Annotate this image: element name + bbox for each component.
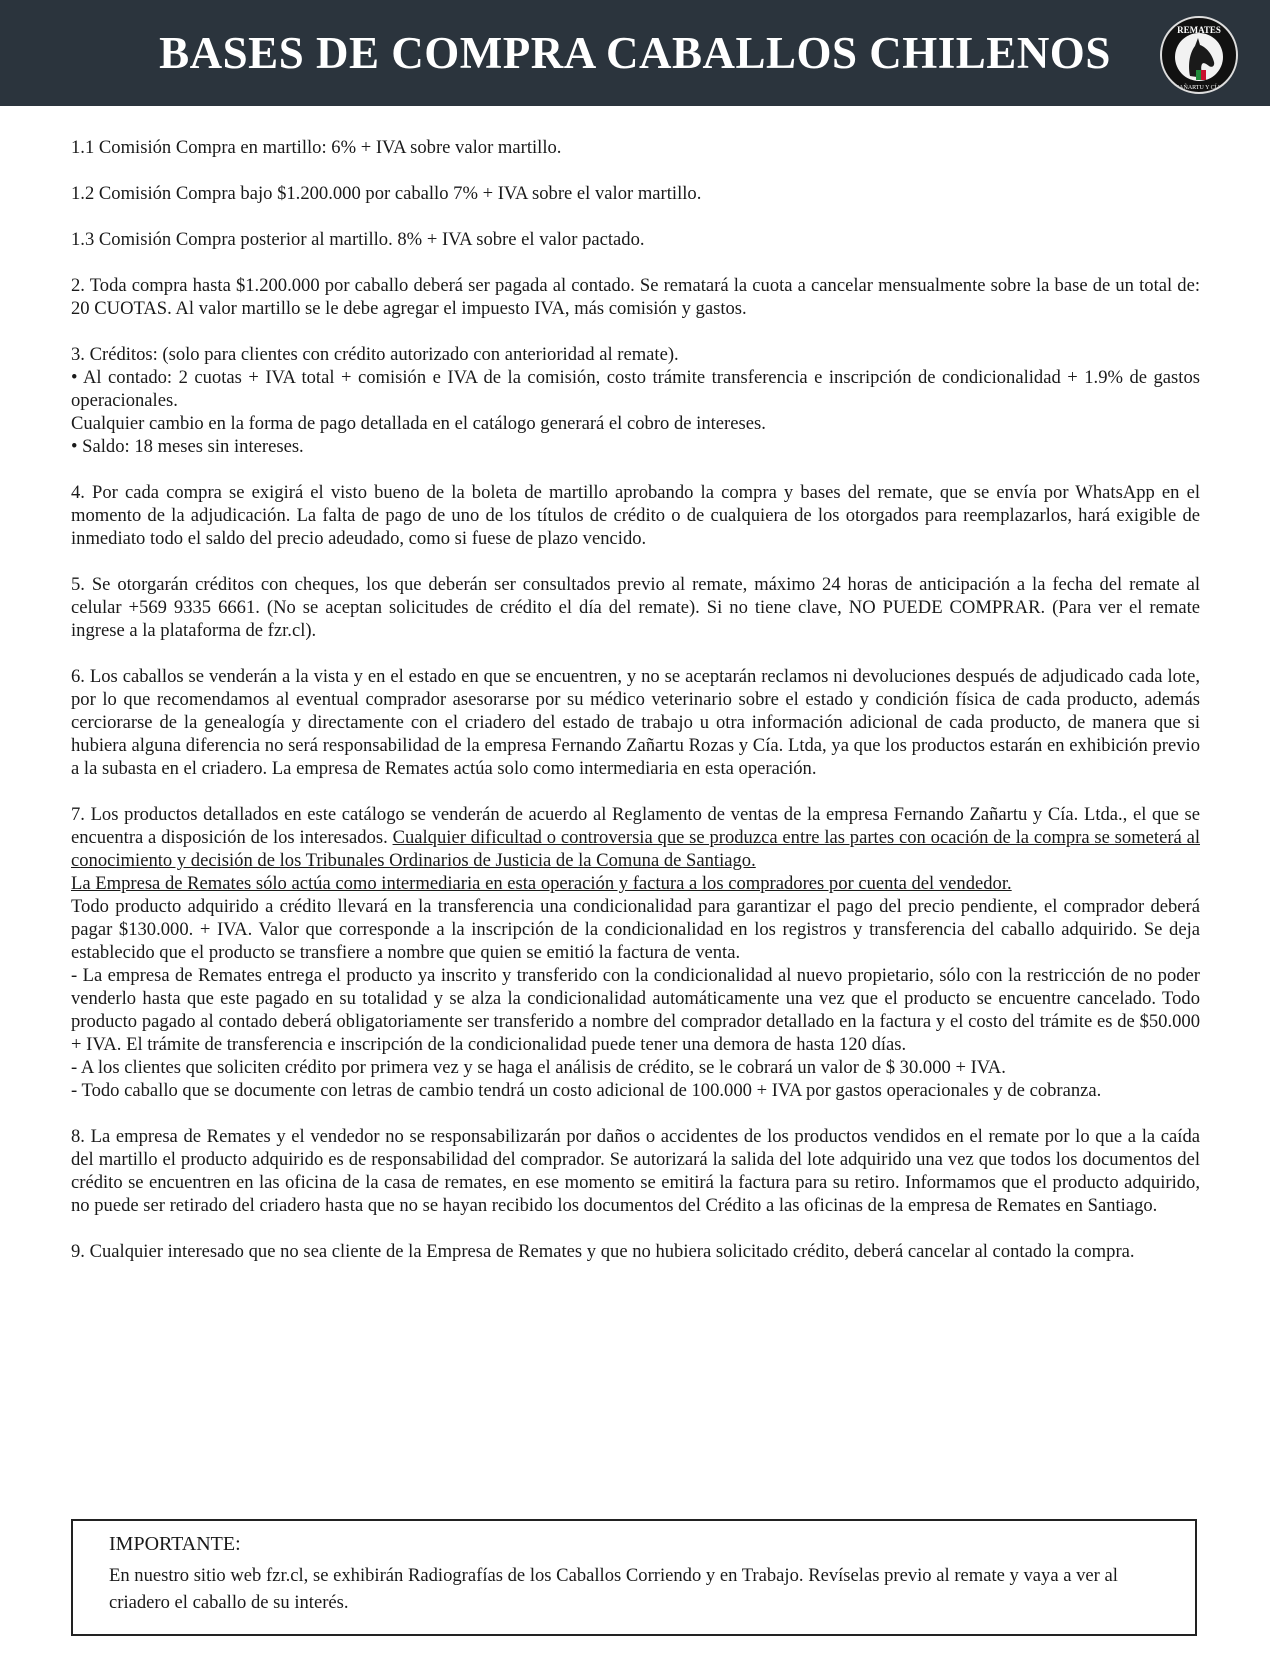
clause-6: 6. Los caballos se venderán a la vista y en el estado en que se encuentren, y no se aceptarán reclamos ni devoluciones después de adjudicado cada lote, por lo que recomendamos al eventual comprador asesorarse por su médico veterinario sobre el estado y condición física de cada producto, además cerciorarse de la genealogía y directamente con el criadero del estado de trabajo u otra información adicional de cada producto, de manera que si hubiera alguna diferencia no será responsabilidad de la empresa Fernando Zañartu Rozas y Cía. Ltda, ya que los productos estarán en exhibición previo a la subasta en el criadero. La empresa de Remates actúa solo como intermediaria en esta operación. (71, 666, 1200, 779)
clause-1-3: 1.3 Comisión Compra posterior al martillo. 8% + IVA sobre el valor pactado. (71, 229, 645, 250)
clause-8: 8. La empresa de Remates y el vendedor no se responsabilizarán por daños o accidentes de los productos vendidos en el remate por lo que a la caída del martillo el producto adquirido es de responsabilidad del comprador. Se autorizará la salida del lote adquirido una vez que todos los documentos del crédito se encuentren en las oficina de la casa de remates, en ese momento se emitirá la factura para su retiro. Informamos que el producto adquirido, no puede ser retirado del criadero hasta que no se hayan recibido los documentos del Crédito a las oficinas de la empresa de Remates en Santiago. (71, 1126, 1200, 1216)
clause-7-intro: 7. Los productos detallados en este catálogo se venderán de acuerdo al Reglamento de ventas de la empresa Fernando Zañartu y Cía. Ltda., el que se encuentra a disposición de los interesados. (71, 804, 1200, 848)
important-notice-title: IMPORTANTE: (109, 1533, 241, 1555)
remates-zanartu-logo-icon (1160, 16, 1238, 94)
clause-4: 4. Por cada compra se exigirá el visto bueno de la boleta de martillo aprobando la compra y bases del remate, que se envía por WhatsApp en el momento de la adjudicación. La falta de pago de uno de los títulos de crédito o de cualquiera de los otorgados para reemplazarlos, hará exigible de inmediato todo el saldo del precio adeudado, como si fuese de plazo vencido. (71, 482, 1200, 549)
clause-7 (71, 803, 1200, 1102)
clause-2: 2. Toda compra hasta $1.200.000 por caballo deberá ser pagada al contado. Se rematará la cuota a cancelar mensualmente sobre la base de un total de: 20 CUOTAS. Al valor martillo se le debe agregar el impuesto IVA, más comisión y gastos. (71, 275, 1200, 319)
clause-3 (71, 343, 1200, 458)
clause-3-intro: 3. Créditos: (solo para clientes con crédito autorizado con anterioridad al remate). (71, 344, 679, 365)
horse-head-logo-icon (1162, 18, 1236, 92)
important-notice-box (71, 1519, 1197, 1636)
document-body (71, 136, 1200, 1263)
important-notice-text: En nuestro sitio web fzr.cl, se exhibirán Radiografías de los Caballos Corriendo y en Trabajo. Revíselas previo al remate y vaya a ver al criadero el caballo de su interés. (109, 1565, 1118, 1613)
clause-7-primera-vez: - A los clientes que soliciten crédito por primera vez y se haga el análisis de crédito, se le cobrará un valor de $ 30.000 + IVA. (71, 1057, 1006, 1078)
clause-7-jurisdiction: Cualquier dificultad o controversia que se produzca entre las partes con ocación de la compra se someterá al conocimiento y decisión de los Tribunales Ordinarios de Justicia de la Comuna de Santiago. (71, 827, 1200, 871)
clause-3-saldo: • Saldo: 18 meses sin intereses. (71, 436, 304, 457)
clause-5: 5. Se otorgarán créditos con cheques, los que deberán ser consultados previo al remate, máximo 24 horas de anticipación a la fecha del remate al celular +569 9335 6661. (No se aceptan solicitudes de crédito el día del remate). Si no tiene clave, NO PUEDE COMPRAR. (Para ver el remate ingrese a la plataforma de fzr.cl). (71, 574, 1200, 641)
svg-text:ZAÑARTU Y CÍA.: ZAÑARTU Y CÍA. (1175, 85, 1223, 91)
svg-text:REMATES: REMATES (1177, 25, 1221, 35)
clause-3-contado: • Al contado: 2 cuotas + IVA total + comisión e IVA de la comisión, costo trámite transferencia e inscripción de condicionalidad + 1.9% de gastos operacionales. (71, 367, 1200, 411)
clause-1-1: 1.1 Comisión Compra en martillo: 6% + IVA sobre valor martillo. (71, 137, 562, 158)
clause-7-credito: Todo producto adquirido a crédito llevará en la transferencia una condicionalidad para garantizar el pago del precio pendiente, el comprador deberá pagar $130.000. + IVA. Valor que corresponde a la inscripción de la condicionalidad en los registros y transferencia del caballo adquirido. Se deja establecido que el producto se transfiere a nombre que quien se emitió la factura de venta. (71, 896, 1200, 963)
clause-9: 9. Cualquier interesado que no sea cliente de la Empresa de Remates y que no hubiera solicitado crédito, deberá cancelar al contado la compra. (71, 1241, 1135, 1262)
clause-7-entrega: - La empresa de Remates entrega el producto ya inscrito y transferido con la condicionalidad al nuevo propietario, sólo con la restricción de no poder venderlo hasta que este pagado en su totalidad y se alza la condicionalidad automáticamente una vez que el producto se encuentre cancelado. Todo producto pagado al contado deberá obligatoriamente ser transferido a nombre del comprador detallado en la factura y el costo del trámite es de $50.000 + IVA. El trámite de transferencia e inscripción de la condicionalidad puede tener una demora de hasta 120 días. (71, 965, 1200, 1055)
clause-7-letras: - Todo caballo que se documente con letras de cambio tendrá un costo adicional de 100.000 + IVA por gastos operacionales y de cobranza. (71, 1080, 1102, 1101)
clause-1-2: 1.2 Comisión Compra bajo $1.200.000 por caballo 7% + IVA sobre el valor martillo. (71, 183, 702, 204)
page-title: BASES DE COMPRA CABALLOS CHILENOS (159, 28, 1111, 78)
clause-3-cambio: Cualquier cambio en la forma de pago detallada en el catálogo generará el cobro de intereses. (71, 413, 766, 434)
clause-7-intermediary: La Empresa de Remates sólo actúa como intermediaria en esta operación y factura a los compradores por cuenta del vendedor. (71, 873, 1012, 894)
page-header (0, 0, 1270, 106)
